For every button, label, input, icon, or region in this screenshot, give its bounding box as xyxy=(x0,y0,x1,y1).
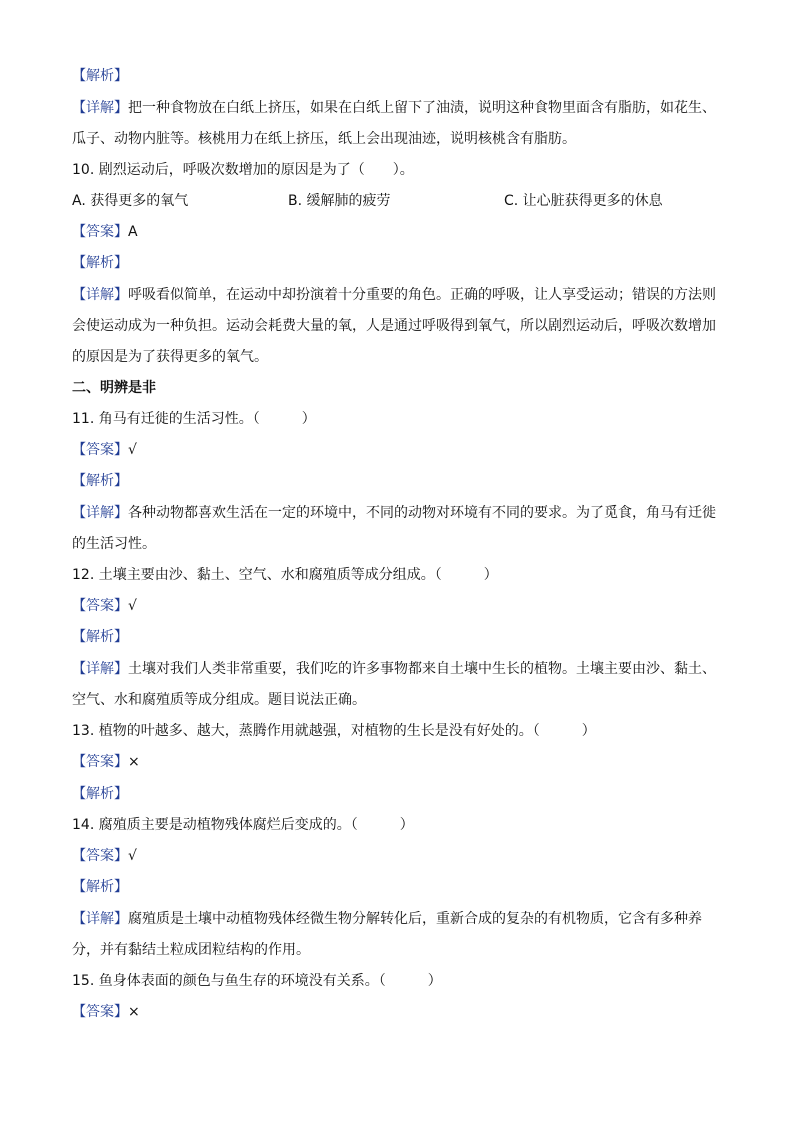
q10-options xyxy=(72,191,732,211)
q10-detail-line-3: 的原因是为了获得更多的氧气。 xyxy=(72,349,268,365)
q10-option-b: B. 缓解肺的疲劳 xyxy=(288,193,391,209)
detail-tag: 【详解】 xyxy=(72,911,128,927)
q10-option-c: C. 让心脏获得更多的休息 xyxy=(504,193,663,209)
q10-answer: A xyxy=(128,224,138,240)
q12-stem: 12. 土壤主要由沙、黏土、空气、水和腐殖质等成分组成。（ ） xyxy=(72,567,498,583)
q10-answer-line xyxy=(72,222,732,242)
q12-analysis-tag: 【解析】 xyxy=(72,629,128,645)
q10-detail-line-1 xyxy=(72,285,732,305)
q11-answer-line xyxy=(72,440,732,460)
detail-tag: 【详解】 xyxy=(72,661,128,677)
q13-stem: 13. 植物的叶越多、越大，蒸腾作用就越强，对植物的生长是没有好处的。（ ） xyxy=(72,723,596,739)
q14-detail-line-2: 分，并有黏结土粒成团粒结构的作用。 xyxy=(72,942,310,958)
answer-tag: 【答案】 xyxy=(72,848,128,864)
q11-detail-line-1 xyxy=(72,503,732,523)
q11-detail-line-2: 的生活习性。 xyxy=(72,536,156,552)
q11-stem: 11. 角马有迁徙的生活习性。（ ） xyxy=(72,411,316,427)
q11-analysis-tag: 【解析】 xyxy=(72,473,128,489)
q10-option-a: A. 获得更多的氧气 xyxy=(72,193,189,209)
q9-detail-text-1: 把一种食物放在白纸上挤压，如果在白纸上留下了油渍，说明这种食物里面含有脂肪，如花生、 xyxy=(128,100,716,116)
q11-answer: √ xyxy=(128,442,137,458)
q12-detail-line-1 xyxy=(72,659,732,679)
q12-answer: √ xyxy=(128,598,137,614)
q12-detail-text-1: 土壤对我们人类非常重要，我们吃的许多事物都来自土壤中生长的植物。土壤主要由沙、黏土、 xyxy=(128,661,716,677)
q15-answer-line xyxy=(72,1002,732,1022)
q10-analysis-tag: 【解析】 xyxy=(72,255,128,271)
q15-answer: × xyxy=(128,1004,140,1020)
q14-detail-line-1 xyxy=(72,909,732,929)
q14-stem: 14. 腐殖质主要是动植物残体腐烂后变成的。（ ） xyxy=(72,817,414,833)
q12-answer-line xyxy=(72,596,732,616)
detail-tag: 【详解】 xyxy=(72,505,128,521)
q13-answer: × xyxy=(128,754,140,770)
q13-analysis-tag: 【解析】 xyxy=(72,786,128,802)
q14-answer: √ xyxy=(128,848,137,864)
q10-detail-text-1: 呼吸看似简单，在运动中却扮演着十分重要的角色。正确的呼吸，让人享受运动；错误的方法则 xyxy=(128,287,716,303)
answer-tag: 【答案】 xyxy=(72,224,128,240)
q10-detail-line-2: 会使运动成为一种负担。运动会耗费大量的氧，人是通过呼吸得到氧气，所以剧烈运动后，呼吸次数增加 xyxy=(72,318,716,334)
answer-tag: 【答案】 xyxy=(72,442,128,458)
answer-tag: 【答案】 xyxy=(72,598,128,614)
section-title: 二、明辨是非 xyxy=(72,380,156,396)
q11-detail-text-1: 各种动物都喜欢生活在一定的环境中，不同的动物对环境有不同的要求。为了觅食，角马有迁徙 xyxy=(128,505,716,521)
q15-stem: 15. 鱼身体表面的颜色与鱼生存的环境没有关系。（ ） xyxy=(72,973,442,989)
q14-detail-text-1: 腐殖质是土壤中动植物残体经微生物分解转化后，重新合成的复杂的有机物质，它含有多种养 xyxy=(128,911,702,927)
q10-stem: 10. 剧烈运动后，呼吸次数增加的原因是为了（ ）。 xyxy=(72,162,414,178)
q9-analysis-tag: 【解析】 xyxy=(72,68,128,84)
q14-answer-line xyxy=(72,846,732,866)
answer-tag: 【答案】 xyxy=(72,1004,128,1020)
q12-detail-line-2: 空气、水和腐殖质等成分组成。题目说法正确。 xyxy=(72,692,366,708)
answer-tag: 【答案】 xyxy=(72,754,128,770)
q9-detail-line-1 xyxy=(72,98,732,118)
detail-tag: 【详解】 xyxy=(72,100,128,116)
q9-detail-line-2: 瓜子、动物内脏等。核桃用力在纸上挤压，纸上会出现油迹，说明核桃含有脂肪。 xyxy=(72,131,576,147)
q13-answer-line xyxy=(72,752,732,772)
q14-analysis-tag: 【解析】 xyxy=(72,879,128,895)
detail-tag: 【详解】 xyxy=(72,287,128,303)
